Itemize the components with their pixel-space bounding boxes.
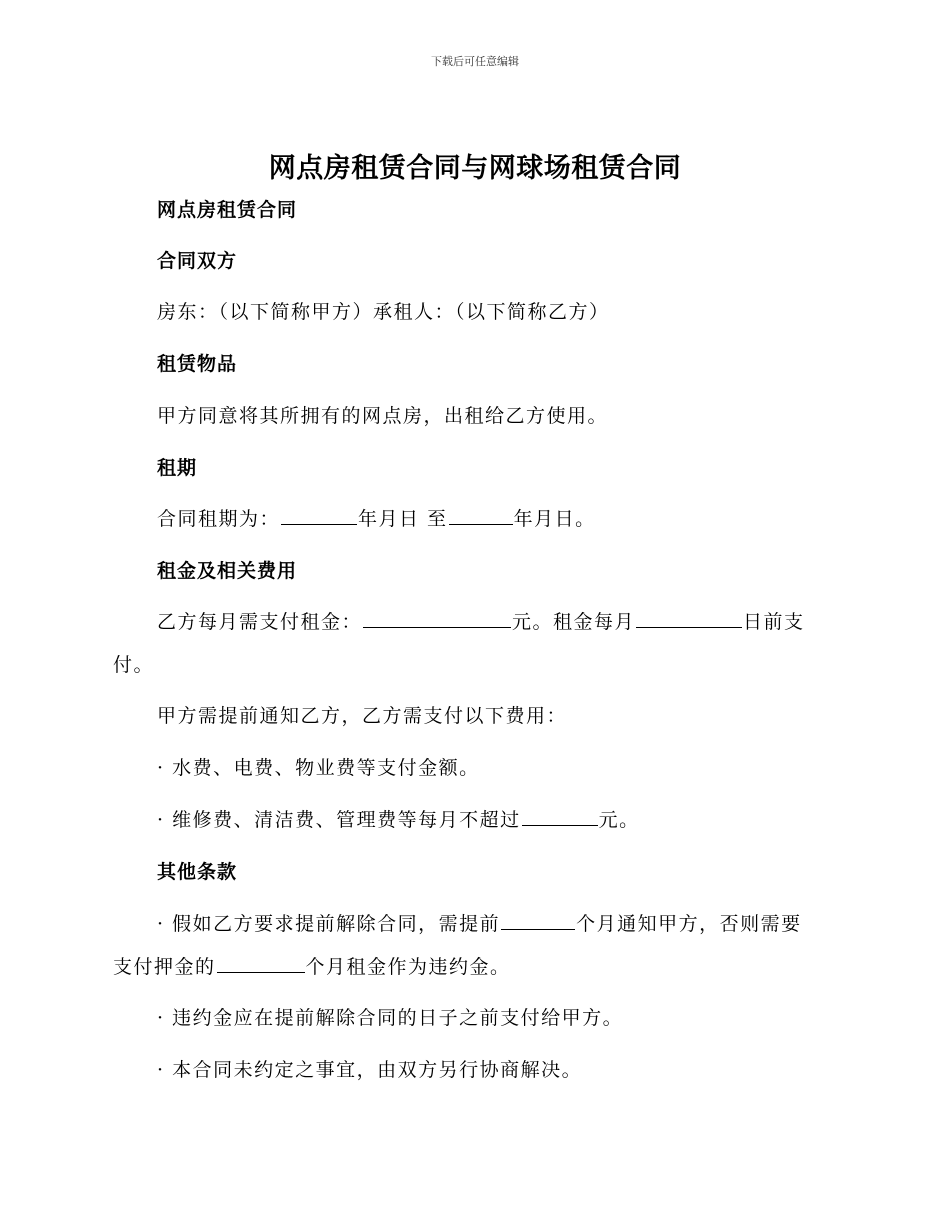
term-mid: 年月日 至	[358, 508, 448, 530]
rent-fees-intro: 甲方需提前通知乙方，乙方需支付以下费用：	[157, 705, 568, 727]
term-line	[157, 504, 596, 531]
termination-mid: 个月通知甲方，否则需要	[576, 913, 802, 935]
term-prefix: 合同租期为：	[157, 508, 281, 530]
rent-line-1-cont: 付。	[113, 654, 155, 676]
item-heading: 租赁物品	[157, 353, 238, 375]
rent-amount-prefix: 乙方每月需支付租金：	[157, 611, 363, 633]
maintenance-amount-blank	[522, 809, 598, 826]
termination-prefix: · 假如乙方要求提前解除合同，需提前	[157, 913, 501, 935]
header-note: 下载后可任意编辑	[431, 55, 519, 68]
document-title: 网点房租赁合同与网球场租赁合同	[268, 153, 682, 184]
fee-bullet-utilities: · 水费、电费、物业费等支付金额。	[157, 757, 480, 779]
term-heading: 租期	[157, 457, 198, 479]
termination-clause	[157, 909, 802, 936]
maintenance-suffix: 元。	[598, 809, 640, 831]
term-suffix: 年月日。	[513, 508, 596, 530]
penalty-prefix: 支付押金的	[113, 956, 216, 978]
rent-amount-blank	[363, 611, 511, 628]
end-date-blank	[449, 508, 513, 525]
parties-text: 房东：（以下简称甲方）承租人：（以下简称乙方）	[157, 301, 610, 323]
rent-day-suffix: 日前支	[743, 611, 805, 633]
fee-bullet-maintenance	[157, 805, 640, 832]
maintenance-prefix: · 维修费、清洁费、管理费等每月不超过	[157, 809, 521, 831]
section-title: 网点房租赁合同	[157, 199, 298, 221]
notice-months-blank	[501, 913, 575, 930]
start-date-blank	[281, 508, 357, 525]
rent-amount-mid: 元。租金每月	[512, 611, 636, 633]
rent-line-1	[157, 607, 805, 634]
item-text: 甲方同意将其所拥有的网点房，出租给乙方使用。	[157, 405, 609, 427]
rent-heading: 租金及相关费用	[157, 560, 298, 582]
parties-heading: 合同双方	[157, 250, 238, 272]
other-matters-clause: · 本合同未约定之事宜，由双方另行协商解决。	[157, 1059, 583, 1081]
rent-day-blank	[636, 611, 742, 628]
penalty-months-blank	[217, 956, 305, 973]
other-heading: 其他条款	[157, 861, 238, 883]
termination-clause-cont	[113, 952, 511, 979]
penalty-suffix: 个月租金作为违约金。	[305, 956, 511, 978]
penalty-timing-clause: · 违约金应在提前解除合同的日子之前支付给甲方。	[157, 1007, 624, 1029]
